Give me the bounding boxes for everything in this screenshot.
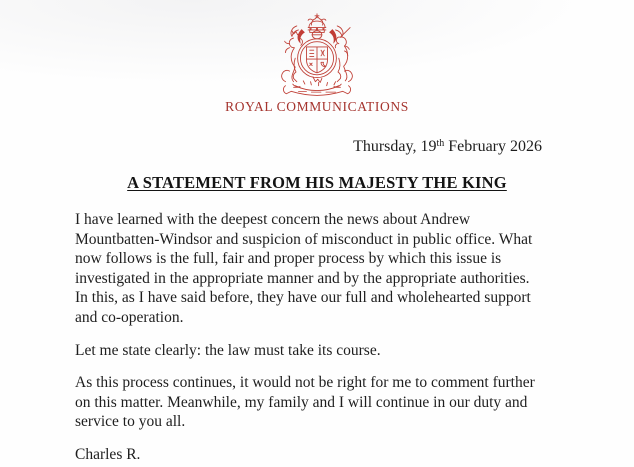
org-name: ROYAL COMMUNICATIONS: [225, 99, 409, 114]
date-ordinal: th: [436, 138, 445, 149]
body-line: service to you all.: [75, 413, 186, 431]
royal-coat-of-arms-icon: [256, 13, 378, 97]
body-line: I have learned with the deepest concern the news about Andrew: [75, 211, 471, 228]
body-line: on this matter. Meanwhile, my family and I will continue in our duty and: [75, 393, 528, 411]
signature: Charles R.: [75, 445, 141, 463]
statement-title: A STATEMENT FROM HIS MAJESTY THE KING: [127, 173, 507, 192]
paragraph-1: [75, 210, 572, 328]
date-text-rest: February 2026: [444, 138, 542, 155]
body-line: investigated in the appropriate manner and by the appropriate authorities.: [75, 269, 530, 287]
body-line: In this, as I have said before, they have our full and wholehearted support: [75, 289, 531, 307]
body-line: and co-operation.: [75, 308, 184, 326]
paragraph-2: [75, 341, 572, 361]
paragraph-3: [75, 373, 572, 432]
statement-body: [75, 210, 572, 432]
body-line: Mountbatten-Windsor and suspicion of misconduct in public office. What: [75, 230, 533, 248]
body-line: As this process continues, it would not be right for me to comment further: [75, 374, 535, 392]
body-line: now follows is the full, fair and proper process by which this issue is: [75, 250, 502, 268]
date-line: [0, 138, 634, 156]
body-line: Let me state clearly: the law must take its course.: [75, 341, 381, 359]
date-text: Thursday, 19: [353, 138, 437, 155]
